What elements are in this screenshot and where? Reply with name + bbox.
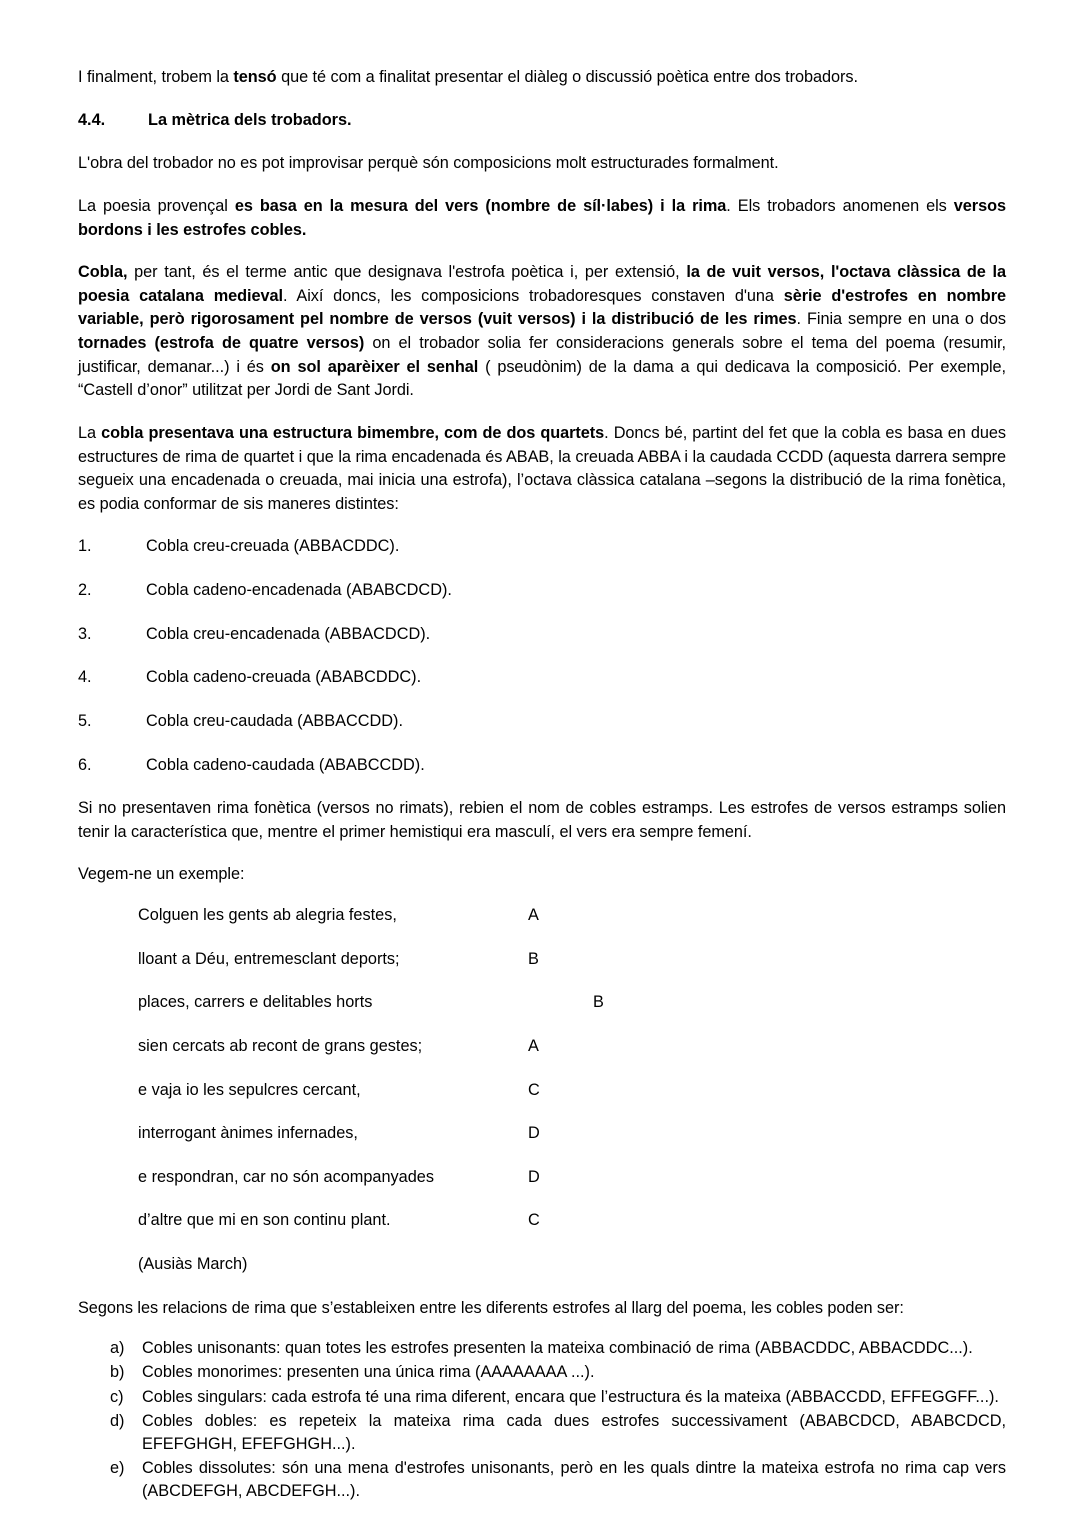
cobla-bold1: Cobla,: [78, 263, 128, 282]
cobla-part1: per tant, és el terme antic que designava l'estrofa poètica i, per extensió,: [127, 263, 687, 282]
cobla-part4: on el trobador solia fer consideracions generals sobre el tema del poema (resumir, justificar, demanar...) i és: [78, 334, 1007, 376]
poem-rhyme-letter: B: [528, 949, 539, 968]
paragraph-vegem: Vegem-ne un exemple:: [78, 865, 245, 884]
list-text: Cobles singulars: cada estrofa té una rima diferent, encara que l’estructura és la mateixa (ABBACCDD, EFFEGGFF...).: [142, 1387, 999, 1406]
paragraph-estructura: [78, 422, 1006, 517]
cobla-bold3: sèrie d'estrofes en nombre variable, però rigorosament pel nombre de versos (vuit versos) i la distribució de les rimes: [78, 286, 1006, 329]
section-title: La mètrica dels trobadors.: [148, 110, 352, 129]
paragraph-estramps: Si no presentaven rima fonètica (versos no rimats), rebien el nom de cobles estramps. Les estrofes de versos estramps solien tenir la característica que, mentre el primer hemistiqui era masculí, el vers era sempre femení.: [78, 799, 1006, 841]
paragraph-obra: L'obra del trobador no es pot improvisar perquè són composicions molt estructurades formalment.: [78, 154, 779, 173]
list-text: Cobles monorimes: presenten una única rima (AAAAAAAA ...).: [142, 1363, 595, 1382]
cobla-part2: . Així doncs, les composicions trobadoresques constaven d'una: [282, 286, 784, 305]
numbered-list: [78, 535, 1006, 777]
poem-verse-text: e vaja io les sepulcres cercant,: [138, 1080, 361, 1099]
list-marker: a): [110, 1339, 125, 1358]
poem-rhyme-letter: C: [528, 1080, 540, 1099]
list-item: [78, 535, 1006, 559]
list-text: Cobla cadeno-creuada (ABABCDDC).: [146, 668, 422, 687]
poem-verse-text: sien cercats ab recont de grans gestes;: [138, 1036, 423, 1055]
poesia-part1: La poesia provençal: [78, 196, 235, 215]
cobla-part3: . Finia sempre en una o dos: [796, 310, 1006, 329]
list-item: [78, 666, 1006, 690]
lettered-list: [78, 1337, 1006, 1503]
list-marker: c): [110, 1387, 124, 1406]
list-marker: 5.: [78, 711, 92, 730]
poem-rhyme-letter: D: [528, 1167, 540, 1186]
list-text: Cobla cadeno-encadenada (ABABCDCD).: [146, 581, 452, 599]
poem-verse-text: lloant a Déu, entremesclant deports;: [138, 949, 400, 968]
list-marker: 2.: [78, 581, 92, 599]
poem-verse-row: [78, 1166, 1006, 1190]
list-text: Cobla creu-creuada (ABBACDDC).: [146, 537, 400, 556]
cobla-bold2: la de vuit versos, l'octava clàssica de la poesia catalana medieval: [78, 263, 1006, 305]
cobla-part5: ( pseudònim) de la dama a qui dedicava la composició. Per exemple, “Castell d’onor” utilitzat per Jordi de Sant Jordi.: [78, 357, 1007, 400]
poem-verse-text: places, carrers e delitables horts: [138, 993, 373, 1012]
list-item: [78, 1457, 1006, 1503]
list-text: Cobles unisonants: quan totes les estrofes presenten la mateixa combinació de rima (ABBACDDC, ABBACDDC...).: [142, 1339, 973, 1358]
poem-attribution: (Ausiàs March): [138, 1255, 248, 1273]
list-text: Cobles dissolutes: són una mena d'estrofes unisonants, però en les quals dintre la mateixa estrofa no rima cap vers (ABCDEFGH, ABCDEFGH...).: [142, 1458, 1006, 1501]
intro-text-part2: que té com a finalitat presentar el diàleg o discussió poètica entre dos trobadors.: [276, 68, 858, 86]
poesia-bold2: versos bordons i les estrofes cobles.: [78, 196, 1006, 239]
list-item: [78, 1337, 1006, 1360]
poem-verse-row: [78, 1209, 1006, 1233]
poem-rhyme-letter: A: [528, 906, 539, 924]
poesia-bold1: es basa en la mesura del vers (nombre de síl·labes) i la rima: [234, 196, 727, 215]
list-marker: 4.: [78, 668, 92, 687]
list-item: [78, 1410, 1006, 1456]
paragraph-poesia: [78, 195, 1006, 242]
list-text: Cobla creu-encadenada (ABBACDCD).: [146, 624, 431, 643]
list-item: [78, 710, 1006, 734]
poem-rhyme-letter: D: [528, 1124, 540, 1143]
paragraph-intro: [78, 66, 1006, 90]
poem-verse-row: [78, 1035, 1006, 1059]
estructura-bold1: cobla presentava una estructura bimembre, com de dos quartets: [101, 423, 605, 442]
section-number: 4.4.: [78, 110, 106, 129]
poem-verse-text: e respondran, car no són acompanyades: [138, 1167, 434, 1186]
intro-bold-tenso: tensó: [233, 68, 277, 86]
intro-text-part1: I finalment, trobem la: [78, 68, 234, 86]
list-item: [78, 1361, 1006, 1384]
poem-verse-row: [78, 991, 1006, 1015]
list-marker: 3.: [78, 624, 92, 643]
list-text: Cobles dobles: es repeteix la mateixa rima cada dues estrofes successivament (ABABCDCD, ABABCDCD, EFEFGHGH, EFEFGHGH...).: [142, 1411, 1006, 1453]
poem-verse-row: [78, 1122, 1006, 1146]
list-item: [78, 623, 1006, 647]
list-text: Cobla creu-caudada (ABBACCDD).: [146, 711, 403, 730]
poem-verse-row: [78, 1079, 1006, 1103]
list-text: Cobla cadeno-caudada (ABABCCDD).: [146, 755, 425, 774]
document-body: [78, 66, 1006, 1503]
poem-rhyme-letter: B: [593, 993, 604, 1012]
cobla-bold4: tornades (estrofa de quatre versos): [78, 334, 365, 352]
list-marker: 1.: [78, 537, 92, 556]
poem-verse-text: d’altre que mi en son continu plant.: [138, 1211, 391, 1230]
list-item: [78, 754, 1006, 778]
poesia-part2: . Els trobadors anomenen els: [726, 196, 954, 215]
list-marker: e): [110, 1458, 125, 1477]
cobla-bold5: on sol aparèixer el senhal: [270, 357, 479, 376]
poem-block: [78, 904, 1006, 1277]
paragraph-cobla: [78, 261, 1006, 403]
section-heading: [78, 109, 1006, 133]
estructura-part1: La: [78, 423, 102, 442]
list-marker: d): [110, 1411, 125, 1430]
estructura-part2: . Doncs bé, partint del fet que la cobla es basa en dues estructures de rima de quartet i que la rima encadenada és ABAB, la creuada ABBA i la caudada CCDD (aquesta darrera sempre segueix una encadenada o creuada, mai inicia una estrofa), l’octava clàssica catalana –segons la distribució de la rima fonètica, es podia conformar de sis maneres distintes:: [78, 423, 1006, 513]
poem-verse-row: [78, 904, 1006, 928]
poem-rhyme-letter: C: [528, 1211, 540, 1230]
poem-rhyme-letter: A: [528, 1036, 539, 1055]
list-marker: b): [110, 1363, 125, 1382]
list-marker: 6.: [78, 755, 92, 774]
list-item: [78, 1386, 1006, 1409]
list-item: [78, 579, 1006, 603]
paragraph-segons: Segons les relacions de rima que s’estableixen entre les diferents estrofes al llarg del poema, les cobles poden ser:: [78, 1298, 904, 1317]
poem-verse-text: interrogant ànimes infernades,: [138, 1124, 358, 1143]
poem-verse-row: [78, 948, 1006, 972]
poem-verse-text: Colguen les gents ab alegria festes,: [138, 906, 397, 924]
